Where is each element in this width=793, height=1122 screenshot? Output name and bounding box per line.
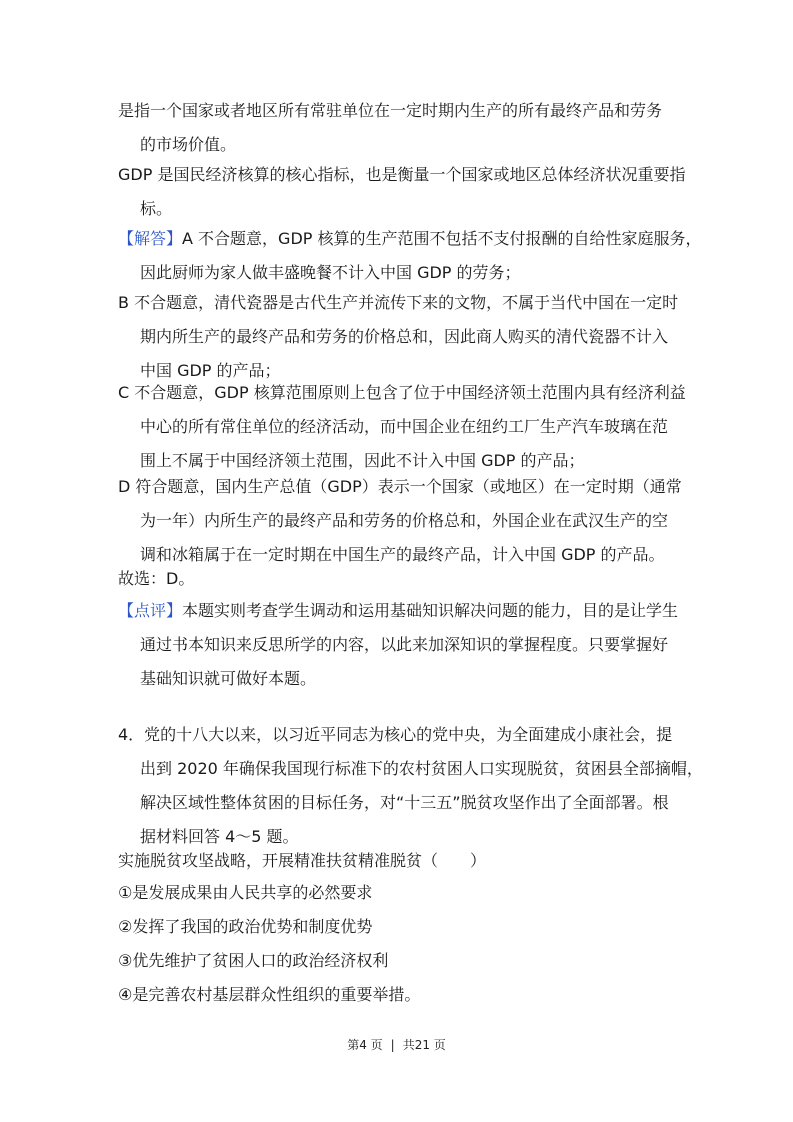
text-line: 本题实则考查学生调动和运用基础知识解决问题的能力，目的是让学生	[182, 601, 679, 620]
options-list	[118, 876, 674, 1012]
list-item: ②发挥了我国的政治优势和制度优势	[118, 917, 373, 936]
text-line: 据材料回答 4～5 题。	[140, 827, 299, 846]
footer-separator: |	[390, 1038, 395, 1052]
text-line: C 不合题意，GDP 核算范围原则上包含了位于中国经济领土范围内具有经济利益	[118, 383, 686, 402]
option-d-paragraph	[118, 470, 682, 572]
text-line: 4．党的十八大以来，以习近平同志为核心的党中央，为全面建成小康社会，提	[118, 725, 673, 744]
list-item: ③优先维护了贫困人口的政治经济权利	[118, 951, 389, 970]
gdp-paragraph	[118, 158, 686, 226]
comment-paragraph	[118, 594, 679, 696]
text-line: 出到 2020 年确保我国现行标准下的农村贫困人口实现脱贫，贫困县全部摘帽，	[140, 759, 703, 778]
list-item: ①是发展成果由人民共享的必然要求	[118, 883, 373, 902]
answer-tag: 【解答】	[118, 229, 183, 248]
text-line: 中国 GDP 的产品；	[140, 361, 281, 380]
choice-line	[118, 562, 674, 596]
text-line: 解决区域性整体贫困的目标任务，对“十三五”脱贫攻坚作出了全面部署。根	[140, 793, 669, 812]
definition-paragraph	[118, 94, 674, 162]
text-line: 因此厨师为家人做丰盛晚餐不计入中国 GDP 的劳务；	[140, 263, 521, 282]
answer-paragraph	[118, 222, 702, 290]
text-line: 标。	[140, 199, 173, 218]
text-line: D 符合题意，国内生产总值（GDP）表示一个国家（或地区）在一定时期（通常	[118, 477, 682, 496]
text-line: 是指一个国家或者地区所有常驻单位在一定时期内生产的所有最终产品和劳务	[118, 101, 663, 120]
text-line: GDP 是国民经济核算的核心指标，也是衡量一个国家或地区总体经济状况重要指	[118, 165, 686, 184]
text-line: 围上不属于中国经济领土范围，因此不计入中国 GDP 的产品；	[140, 451, 585, 470]
option-b-paragraph	[118, 286, 679, 388]
text-line: A 不合题意，GDP 核算的生产范围不包括不支付报酬的自给性家庭服务，	[182, 229, 702, 248]
text-line: 故选：D。	[118, 569, 195, 588]
page-number: 第4 页	[347, 1038, 383, 1052]
question-stem	[118, 844, 674, 878]
question-4-paragraph	[118, 718, 703, 854]
page-total: 共21 页	[402, 1038, 446, 1052]
text-line: 基础知识就可做好本题。	[140, 669, 317, 688]
text-line: 中心的所有常住单位的经济活动，而中国企业在纽约工厂生产汽车玻璃在范	[140, 417, 669, 436]
option-c-paragraph	[118, 376, 686, 478]
comment-tag: 【点评】	[118, 601, 183, 620]
text-line: B 不合题意，清代瓷器是古代生产并流传下来的文物，不属于当代中国在一定时	[118, 293, 679, 312]
list-item: ④是完善农村基层群众性组织的重要举措。	[118, 985, 421, 1004]
text-line: 为一年）内所生产的最终产品和劳务的价格总和，外国企业在武汉生产的空	[140, 511, 669, 530]
page-footer	[0, 1036, 793, 1053]
text-line: 调和冰箱属于在一定时期在中国生产的最终产品，计入中国 GDP 的产品。	[140, 545, 665, 564]
text-line: 期内所生产的最终产品和劳务的价格总和，因此商人购买的清代瓷器不计入	[140, 327, 669, 346]
text-line: 实施脱贫攻坚战略，开展精准扶贫精准脱贫（ ）	[118, 851, 487, 870]
text-line: 的市场价值。	[140, 135, 237, 154]
text-line: 通过书本知识来反思所学的内容，以此来加深知识的掌握程度。只要掌握好	[140, 635, 669, 654]
